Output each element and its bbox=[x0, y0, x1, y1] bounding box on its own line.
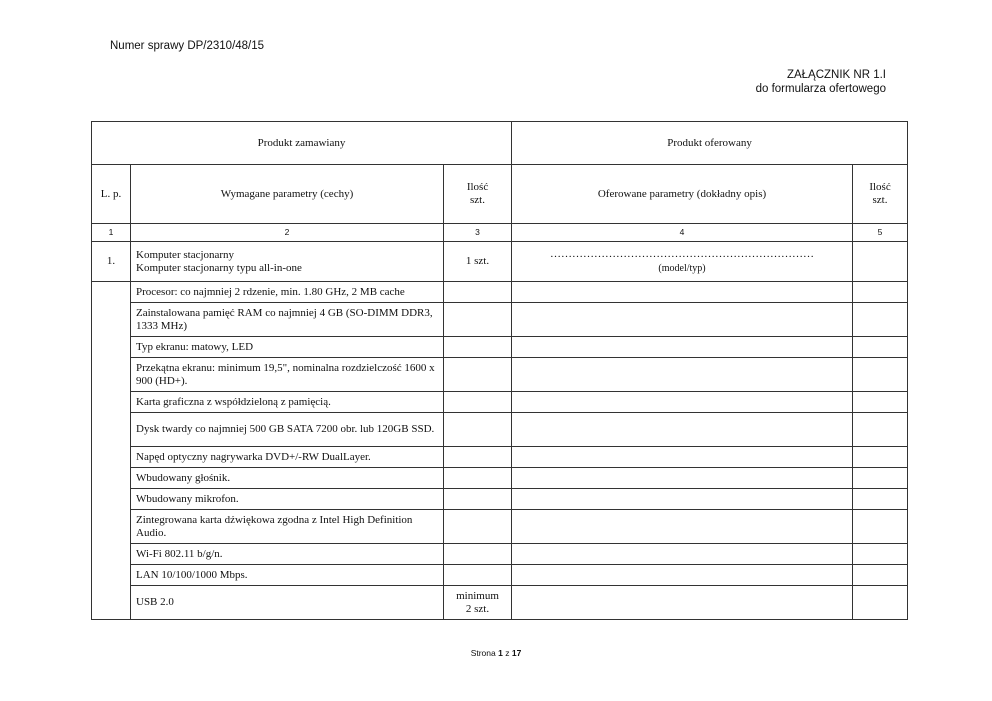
item-name-line1: Komputer stacjonarny bbox=[136, 248, 235, 261]
item-name bbox=[131, 242, 444, 282]
offer-table bbox=[91, 121, 908, 620]
param-offered-qty-field[interactable] bbox=[853, 337, 908, 358]
col-number: 4 bbox=[512, 224, 853, 242]
param-offered-qty-field[interactable] bbox=[853, 358, 908, 392]
param-offered-field[interactable] bbox=[512, 468, 853, 489]
model-hint: (model/typ) bbox=[658, 263, 706, 274]
attachment-title: ZAŁĄCZNIK NR 1.I bbox=[786, 69, 886, 81]
col-lp-header: L. p. bbox=[92, 165, 131, 224]
param-qty bbox=[444, 282, 512, 303]
param-row bbox=[92, 489, 908, 510]
param-offered-qty-field[interactable] bbox=[853, 468, 908, 489]
param-qty-line2: 2 szt. bbox=[465, 602, 490, 615]
param-row bbox=[92, 565, 908, 586]
param-offered-qty-field[interactable] bbox=[853, 565, 908, 586]
param-offered-qty-field[interactable] bbox=[853, 282, 908, 303]
param-row bbox=[92, 358, 908, 392]
col-qty-line2: szt. bbox=[470, 194, 485, 206]
param-qty bbox=[444, 447, 512, 468]
col-qty-header bbox=[444, 165, 512, 224]
attachment-subtitle: do formularza ofertowego bbox=[755, 83, 886, 95]
param-qty bbox=[444, 489, 512, 510]
item-qty: 1 szt. bbox=[444, 242, 512, 282]
param-text: Wbudowany głośnik. bbox=[131, 468, 444, 489]
col-number: 3 bbox=[444, 224, 512, 242]
col-required-header: Wymagane parametry (cechy) bbox=[131, 165, 444, 224]
offered-model-field[interactable] bbox=[512, 242, 853, 282]
page-current: 1 bbox=[498, 648, 503, 658]
param-offered-qty-field[interactable] bbox=[853, 544, 908, 565]
col-number: 2 bbox=[131, 224, 444, 242]
param-text: Wbudowany mikrofon. bbox=[131, 489, 444, 510]
col-qty2-line1: Ilość bbox=[869, 181, 891, 193]
param-qty bbox=[444, 544, 512, 565]
param-lp-cell bbox=[92, 282, 131, 620]
param-row bbox=[92, 468, 908, 489]
param-qty bbox=[444, 303, 512, 337]
param-offered-field[interactable] bbox=[512, 392, 853, 413]
page-word: Strona bbox=[470, 648, 496, 658]
col-qty2-header bbox=[853, 165, 908, 224]
page-separator: z bbox=[505, 648, 510, 658]
col-number: 5 bbox=[853, 224, 908, 242]
param-offered-qty-field[interactable] bbox=[853, 489, 908, 510]
param-offered-field[interactable] bbox=[512, 282, 853, 303]
column-header-row bbox=[92, 165, 908, 224]
offered-qty-field[interactable] bbox=[853, 242, 908, 282]
param-text: Zainstalowana pamięć RAM co najmniej 4 GB (SO-DIMM DDR3, 1333 MHz) bbox=[131, 303, 444, 337]
param-offered-qty-field[interactable] bbox=[853, 413, 908, 447]
group-offered-header: Produkt oferowany bbox=[512, 122, 908, 165]
case-number: Numer sprawy DP/2310/48/15 bbox=[110, 40, 265, 52]
param-qty-line1: minimum bbox=[456, 589, 499, 602]
param-text: Karta graficzna z współdzieloną z pamięcią. bbox=[131, 392, 444, 413]
param-text: Napęd optyczny nagrywarka DVD+/-RW DualLayer. bbox=[131, 447, 444, 468]
param-row bbox=[92, 447, 908, 468]
param-qty bbox=[444, 468, 512, 489]
param-qty bbox=[444, 413, 512, 447]
param-offered-qty-field[interactable] bbox=[853, 447, 908, 468]
group-ordered-header: Produkt zamawiany bbox=[92, 122, 512, 165]
param-offered-field[interactable] bbox=[512, 565, 853, 586]
model-dots: ……………………………………………………………… bbox=[550, 248, 815, 260]
attachment-heading bbox=[756, 68, 886, 96]
param-text: Procesor: co najmniej 2 rdzenie, min. 1.80 GHz, 2 MB cache bbox=[131, 282, 444, 303]
param-text: Typ ekranu: matowy, LED bbox=[131, 337, 444, 358]
param-offered-qty-field[interactable] bbox=[853, 392, 908, 413]
col-number: 1 bbox=[92, 224, 131, 242]
param-offered-field[interactable] bbox=[512, 413, 853, 447]
param-row bbox=[92, 510, 908, 544]
item-row bbox=[92, 242, 908, 282]
param-text: Dysk twardy co najmniej 500 GB SATA 7200 obr. lub 120GB SSD. bbox=[131, 413, 444, 447]
page-footer bbox=[0, 648, 992, 658]
param-offered-qty-field[interactable] bbox=[853, 510, 908, 544]
param-row bbox=[92, 392, 908, 413]
col-qty-line1: Ilość bbox=[466, 181, 489, 193]
item-name-line2: Komputer stacjonarny typu all-in-one bbox=[136, 261, 302, 274]
param-qty bbox=[444, 392, 512, 413]
page-total: 17 bbox=[511, 648, 522, 658]
column-number-row bbox=[92, 224, 908, 242]
param-qty bbox=[444, 358, 512, 392]
param-offered-field[interactable] bbox=[512, 586, 853, 620]
param-offered-qty-field[interactable] bbox=[853, 303, 908, 337]
param-qty bbox=[444, 337, 512, 358]
param-qty bbox=[444, 510, 512, 544]
param-row bbox=[92, 282, 908, 303]
param-offered-field[interactable] bbox=[512, 544, 853, 565]
param-qty bbox=[444, 565, 512, 586]
param-text: USB 2.0 bbox=[131, 586, 444, 620]
param-row bbox=[92, 544, 908, 565]
param-qty bbox=[444, 586, 512, 620]
param-offered-field[interactable] bbox=[512, 358, 853, 392]
param-text: Wi-Fi 802.11 b/g/n. bbox=[131, 544, 444, 565]
param-offered-qty-field[interactable] bbox=[853, 586, 908, 620]
param-offered-field[interactable] bbox=[512, 303, 853, 337]
param-row bbox=[92, 586, 908, 620]
col-offered-header: Oferowane parametry (dokładny opis) bbox=[512, 165, 853, 224]
param-offered-field[interactable] bbox=[512, 447, 853, 468]
param-offered-field[interactable] bbox=[512, 510, 853, 544]
param-text: Zintegrowana karta dźwiękowa zgodna z Intel High Definition Audio. bbox=[131, 510, 444, 544]
param-row bbox=[92, 337, 908, 358]
group-header-row bbox=[92, 122, 908, 165]
param-offered-field[interactable] bbox=[512, 337, 853, 358]
param-text: Przekątna ekranu: minimum 19,5", nominalna rozdzielczość 1600 x 900 (HD+). bbox=[131, 358, 444, 392]
param-row bbox=[92, 303, 908, 337]
param-text: LAN 10/100/1000 Mbps. bbox=[131, 565, 444, 586]
col-qty2-line2: szt. bbox=[872, 194, 888, 206]
param-row bbox=[92, 413, 908, 447]
item-lp: 1. bbox=[92, 242, 131, 282]
param-offered-field[interactable] bbox=[512, 489, 853, 510]
